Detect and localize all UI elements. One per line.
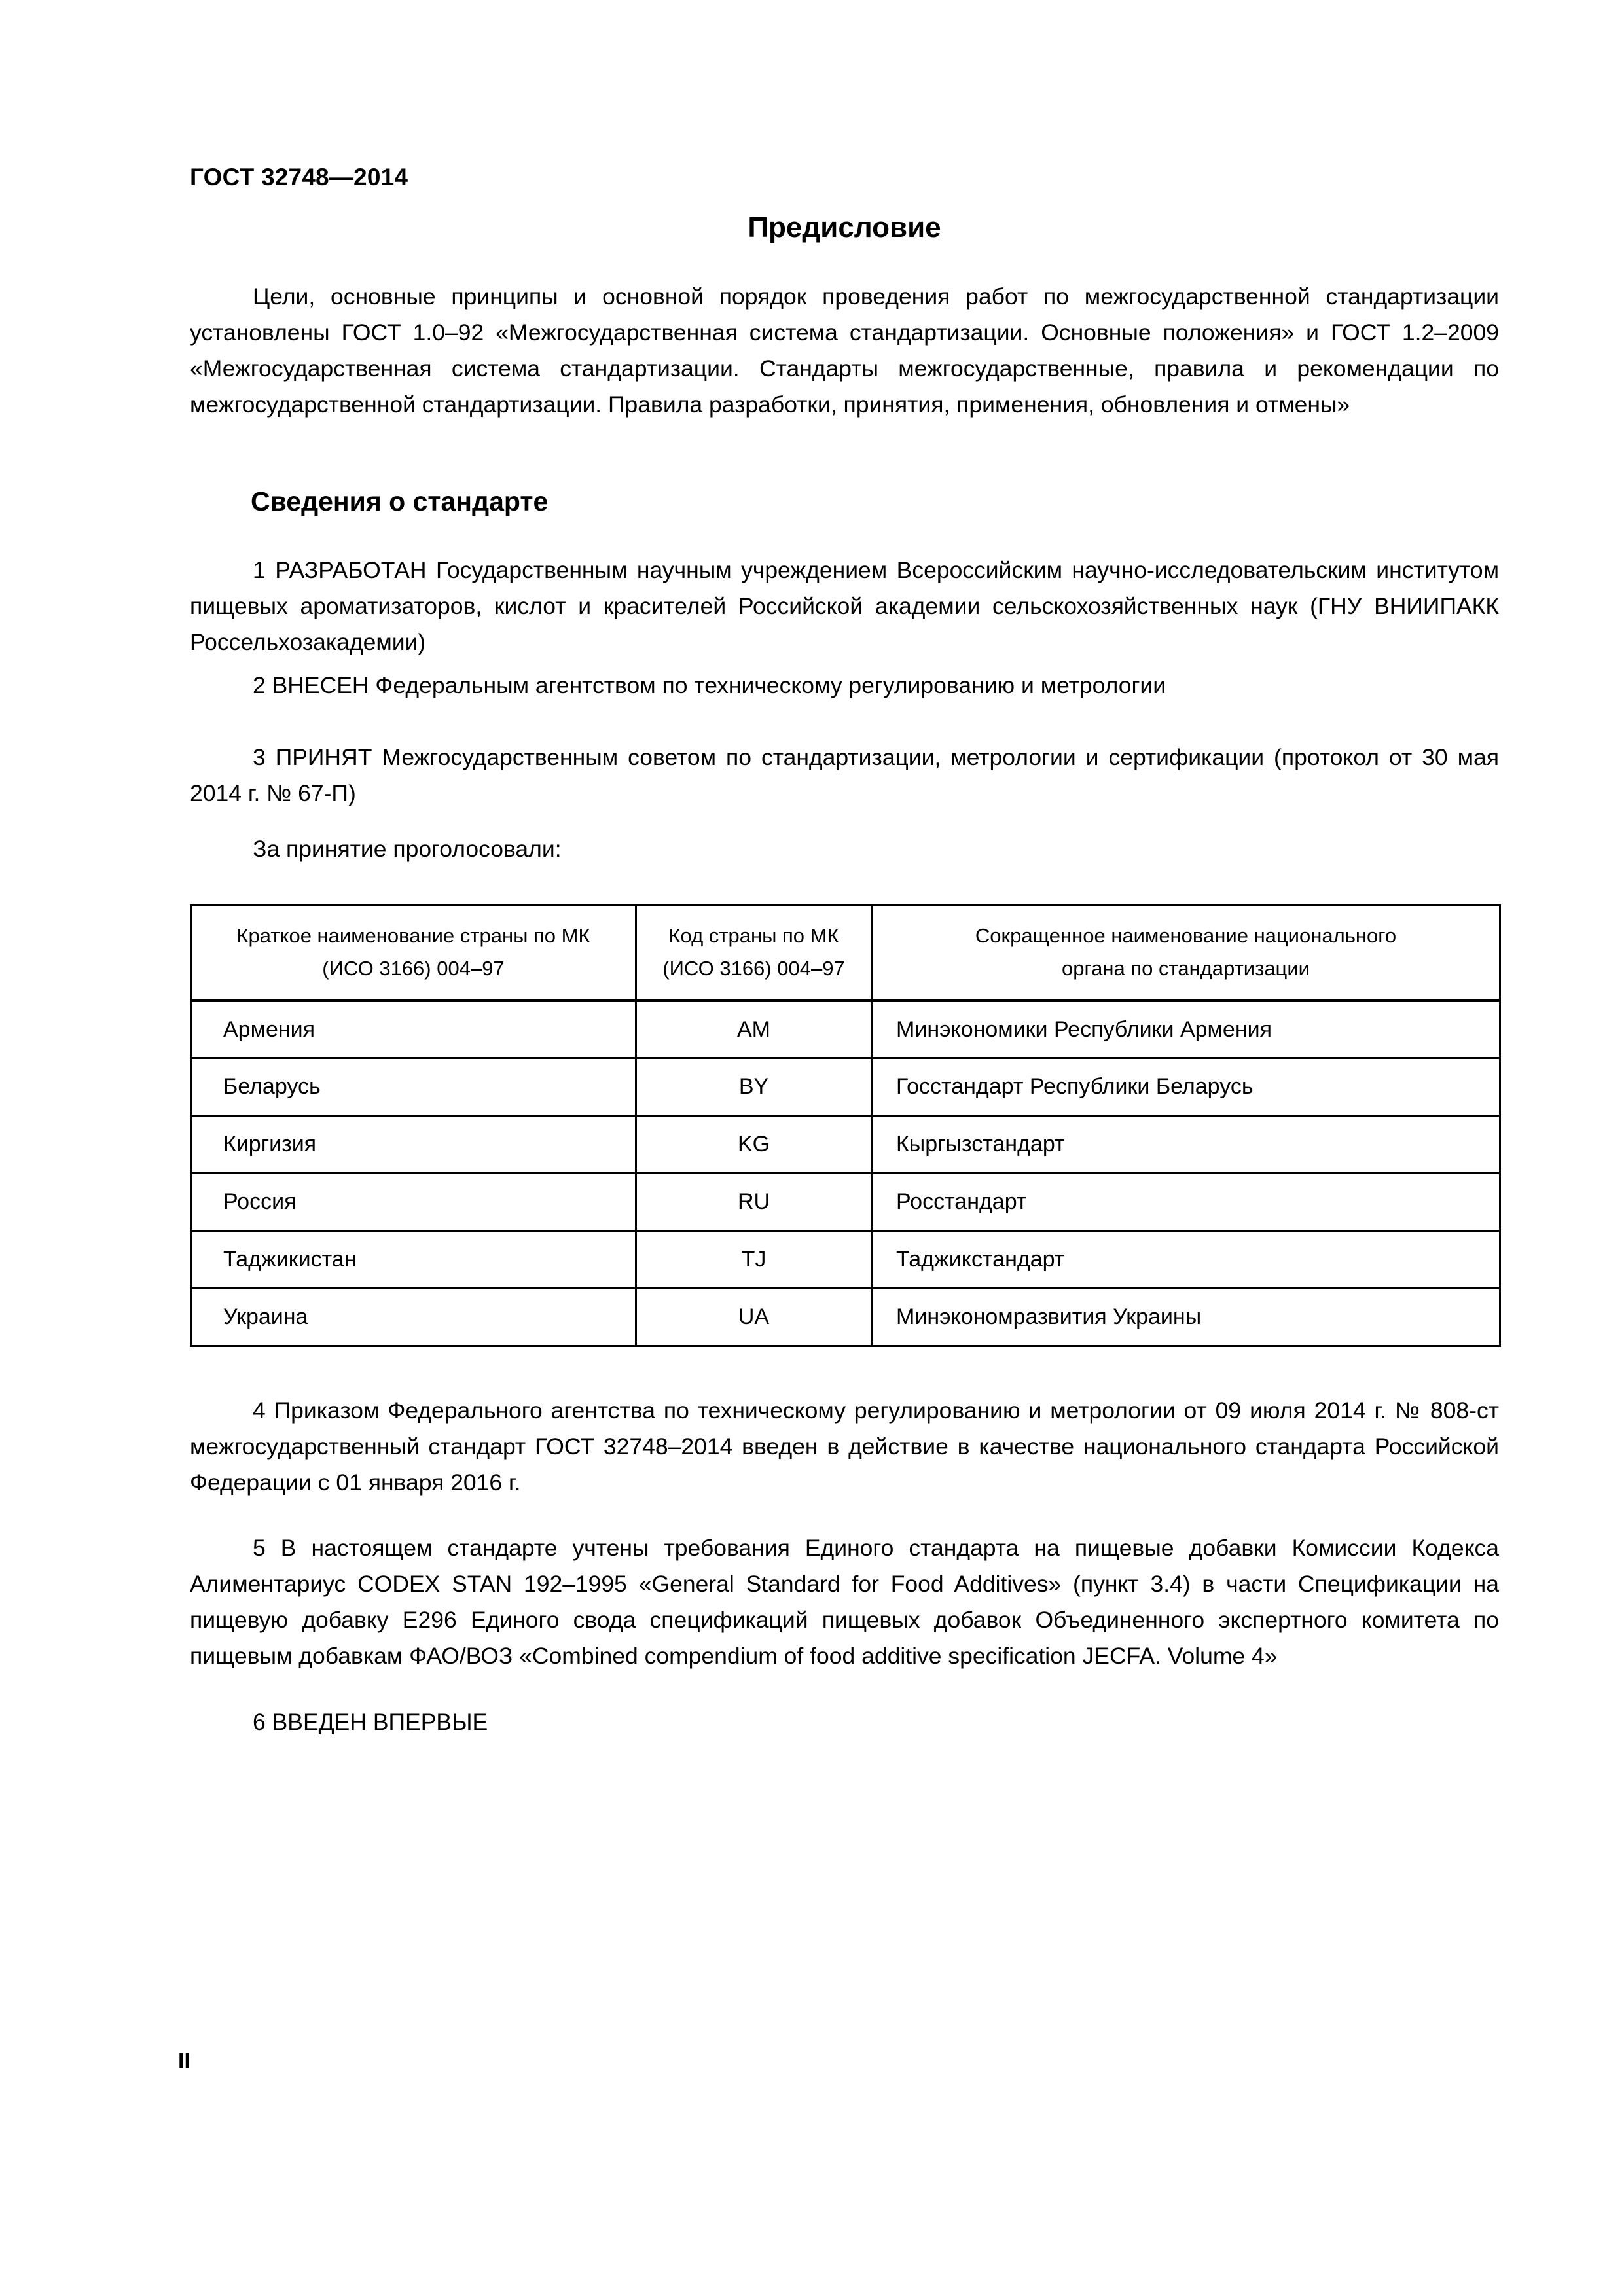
column-header-body-line2: органа по стандартизации <box>1062 957 1310 980</box>
cell-country: Беларусь <box>191 1058 636 1116</box>
table-header <box>191 905 1500 1001</box>
cell-code: KG <box>636 1116 872 1174</box>
cell-country: Армения <box>191 1001 636 1058</box>
cell-code: AM <box>636 1001 872 1058</box>
table-row <box>191 1289 1500 1346</box>
cell-code: UA <box>636 1289 872 1346</box>
page-title: Предисловие <box>748 211 941 243</box>
cell-body: Госстандарт Республики Беларусь <box>872 1058 1500 1116</box>
foreword-item-1: 1 РАЗРАБОТАН Государственным научным учреждением Всероссийским научно-исследовательским институтом пищевых ароматизаторов, кислот и красителей Российской академии сельскохозяйственных наук (ГНУ ВНИИПАКК Россельхозакадемии) <box>190 557 1499 655</box>
cell-country: Украина <box>191 1289 636 1346</box>
cell-body: Таджикстандарт <box>872 1231 1500 1289</box>
intro-paragraph: Цели, основные принципы и основной порядок проведения работ по межгосударственной стандартизации установлены ГОСТ 1.0–92 «Межгосударственная система стандартизации. Основные положения» и ГОСТ 1.2–2009 «Межгосударственная система стандартизации. Стандарты межгосударственные, правила и рекомендации по межгосударственной стандартизации. Правила разработки, принятия, применения, обновления и отмены» <box>190 283 1499 418</box>
column-header-code-line2: (ИСО 3166) 004–97 <box>662 957 845 980</box>
cell-body: Кыргызстандарт <box>872 1116 1500 1174</box>
cell-body: Росстандарт <box>872 1174 1500 1231</box>
table-body <box>191 1001 1500 1346</box>
column-header-country-line1: Краткое наименование страны по МК <box>236 924 590 947</box>
foreword-item-2: 2 ВНЕСЕН Федеральным агентством по техническому регулированию и метрологии <box>253 672 1166 698</box>
page-number: II <box>178 2049 190 2073</box>
foreword-item-4: 4 Приказом Федерального агентства по техническому регулированию и метрологии от 09 июля 2014 г. № 808-ст межгосударственный стандарт ГОСТ 32748–2014 введен в действие в качестве национального стандарта Российской Федерации с 01 января 2016 г. <box>190 1397 1499 1496</box>
table-row <box>191 1116 1500 1174</box>
cell-country: Россия <box>191 1174 636 1231</box>
cell-country: Киргизия <box>191 1116 636 1174</box>
voting-countries-table <box>190 904 1501 1347</box>
table-header-row <box>191 905 1500 1001</box>
cell-country: Таджикистан <box>191 1231 636 1289</box>
foreword-item-6: 6 ВВЕДЕН ВПЕРВЫЕ <box>253 1709 488 1735</box>
running-header: ГОСТ 32748—2014 <box>190 164 408 190</box>
foreword-item-5: 5 В настоящем стандарте учтены требования Единого стандарта на пищевые добавки Комиссии Кодекса Алиментариус CODEX STAN 192–1995 «General Standard for Food Additives» (пункт 3.4) в части Спецификации на пищевую добавку Е296 Единого свода спецификаций пищевых добавок Объединенного экспертного комитета по пищевым добавкам ФАО/ВОЗ «Combined compendium of food additive specification JECFA. Volume 4» <box>190 1535 1499 1669</box>
cell-code: TJ <box>636 1231 872 1289</box>
cell-body: Минэкономразвития Украины <box>872 1289 1500 1346</box>
column-header-body-line1: Сокращенное наименование национального <box>975 924 1397 947</box>
table-row <box>191 1001 1500 1058</box>
column-header-country-line2: (ИСО 3166) 004–97 <box>322 957 505 980</box>
vote-intro-text: За принятие проголосовали: <box>253 836 562 862</box>
column-header-code <box>636 905 872 1001</box>
cell-code: BY <box>636 1058 872 1116</box>
foreword-item-3: 3 ПРИНЯТ Межгосударственным советом по стандартизации, метрологии и сертификации (протокол от 30 мая 2014 г. № 67-П) <box>190 744 1499 806</box>
cell-body: Минэкономики Республики Армения <box>872 1001 1500 1058</box>
column-header-body <box>872 905 1500 1001</box>
cell-code: RU <box>636 1174 872 1231</box>
column-header-code-line1: Код страны по МК <box>668 924 839 947</box>
table-row <box>191 1231 1500 1289</box>
column-header-country <box>191 905 636 1001</box>
table-row <box>191 1058 1500 1116</box>
table-row <box>191 1174 1500 1231</box>
section-heading-standard-info: Сведения о стандарте <box>251 486 549 516</box>
